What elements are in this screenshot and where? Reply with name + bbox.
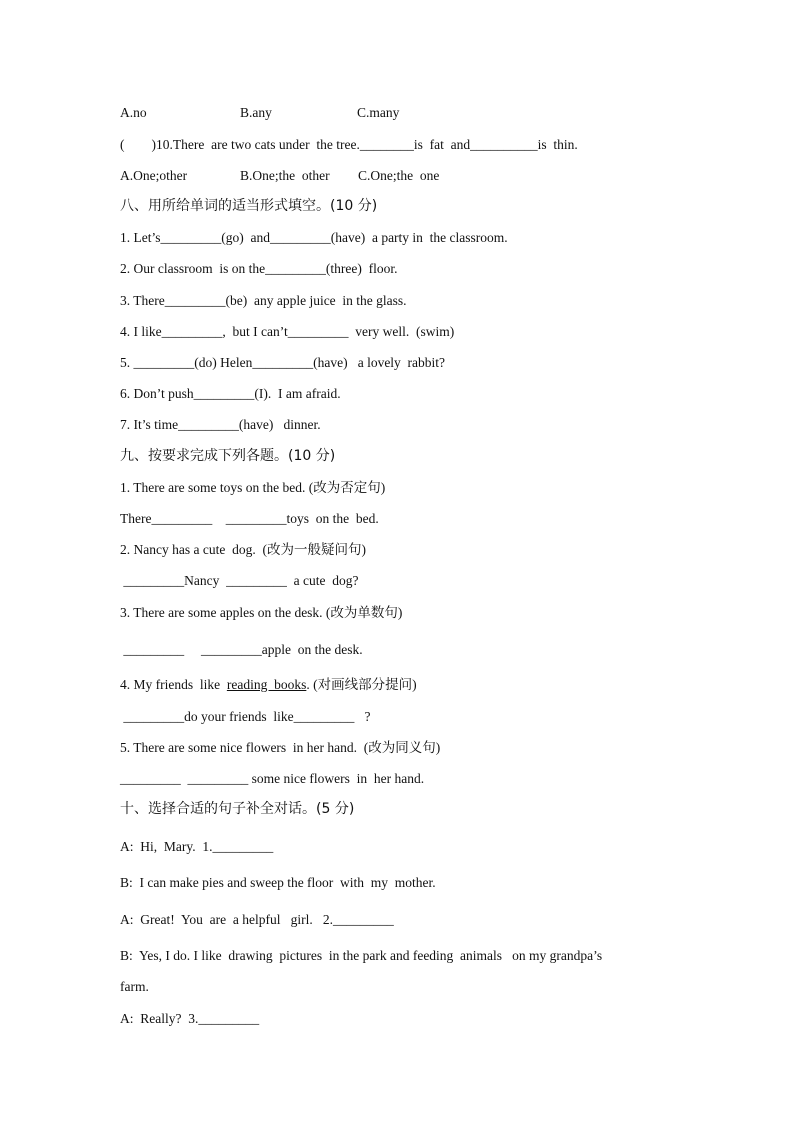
section8-item-2: 2. Our classroom is on the_________(three) floor. [120, 261, 398, 276]
q9-option-b: B.any [240, 105, 272, 120]
q4-text-pre: 4. My friends like [120, 677, 227, 692]
section9-answer-4: _________do your friends like_________ ? [120, 709, 371, 724]
section10-heading: 十、选择合适的句子补全对话。(5 分) [120, 801, 355, 817]
dialogue-line-1: A: Hi, Mary. 1._________ [120, 839, 274, 854]
dialogue-line-3: A: Great! You are a helpful girl. 2._________ [120, 912, 394, 927]
section9-answer-5: _________ _________ some nice flowers in her hand. [120, 771, 425, 786]
section9-answer-1: There_________ _________toys on the bed. [120, 511, 379, 526]
dialogue-line-5: farm. [120, 979, 149, 994]
section9-question-2: 2. Nancy has a cute dog. (改为一般疑问句) [120, 542, 366, 557]
section9-answer-2: _________Nancy _________ a cute dog? [120, 573, 359, 588]
section9-answer-3: _________ _________apple on the desk. [120, 642, 363, 657]
section9-question-1: 1. There are some toys on the bed. (改为否定句) [120, 480, 386, 495]
q10-option-a: A.One;other [120, 168, 188, 183]
section8-item-4: 4. I like_________, but I can’t_________ very well. (swim) [120, 324, 455, 339]
section8-item-3: 3. There_________(be) any apple juice in the glass. [120, 293, 407, 308]
section9-question-4 [120, 676, 417, 694]
q9-option-c: C.many [357, 105, 400, 120]
section8-item-1: 1. Let’s_________(go) and_________(have) a party in the classroom. [120, 230, 508, 245]
section8-item-5: 5. _________(do) Helen_________(have) a lovely rabbit? [120, 355, 446, 370]
q10-option-c: C.One;the one [358, 168, 440, 183]
section9-question-3: 3. There are some apples on the desk. (改为单数句) [120, 605, 403, 620]
q4-underlined-phrase: reading books [226, 677, 307, 692]
q10-stem: ( )10.There are two cats under the tree.________is fat and__________is thin. [120, 137, 578, 152]
dialogue-line-2: B: I can make pies and sweep the floor with my mother. [120, 875, 436, 890]
section9-heading: 九、按要求完成下列各题。(10 分) [120, 448, 336, 464]
q9-option-a: A.no [120, 105, 147, 120]
section8-item-6: 6. Don’t push_________(I). I am afraid. [120, 386, 341, 401]
section9-question-5: 5. There are some nice flowers in her hand. (改为同义句) [120, 740, 441, 755]
dialogue-line-6: A: Really? 3._________ [120, 1011, 260, 1026]
section8-heading: 八、用所给单词的适当形式填空。(10 分) [120, 198, 378, 214]
dialogue-line-4: B: Yes, I do. I like drawing pictures in the park and feeding animals on my grandpa’s [120, 948, 603, 963]
section8-item-7: 7. It’s time_________(have) dinner. [120, 417, 321, 432]
q10-option-b: B.One;the other [240, 168, 330, 183]
q4-text-post: . (对画线部分提问) [306, 677, 417, 692]
